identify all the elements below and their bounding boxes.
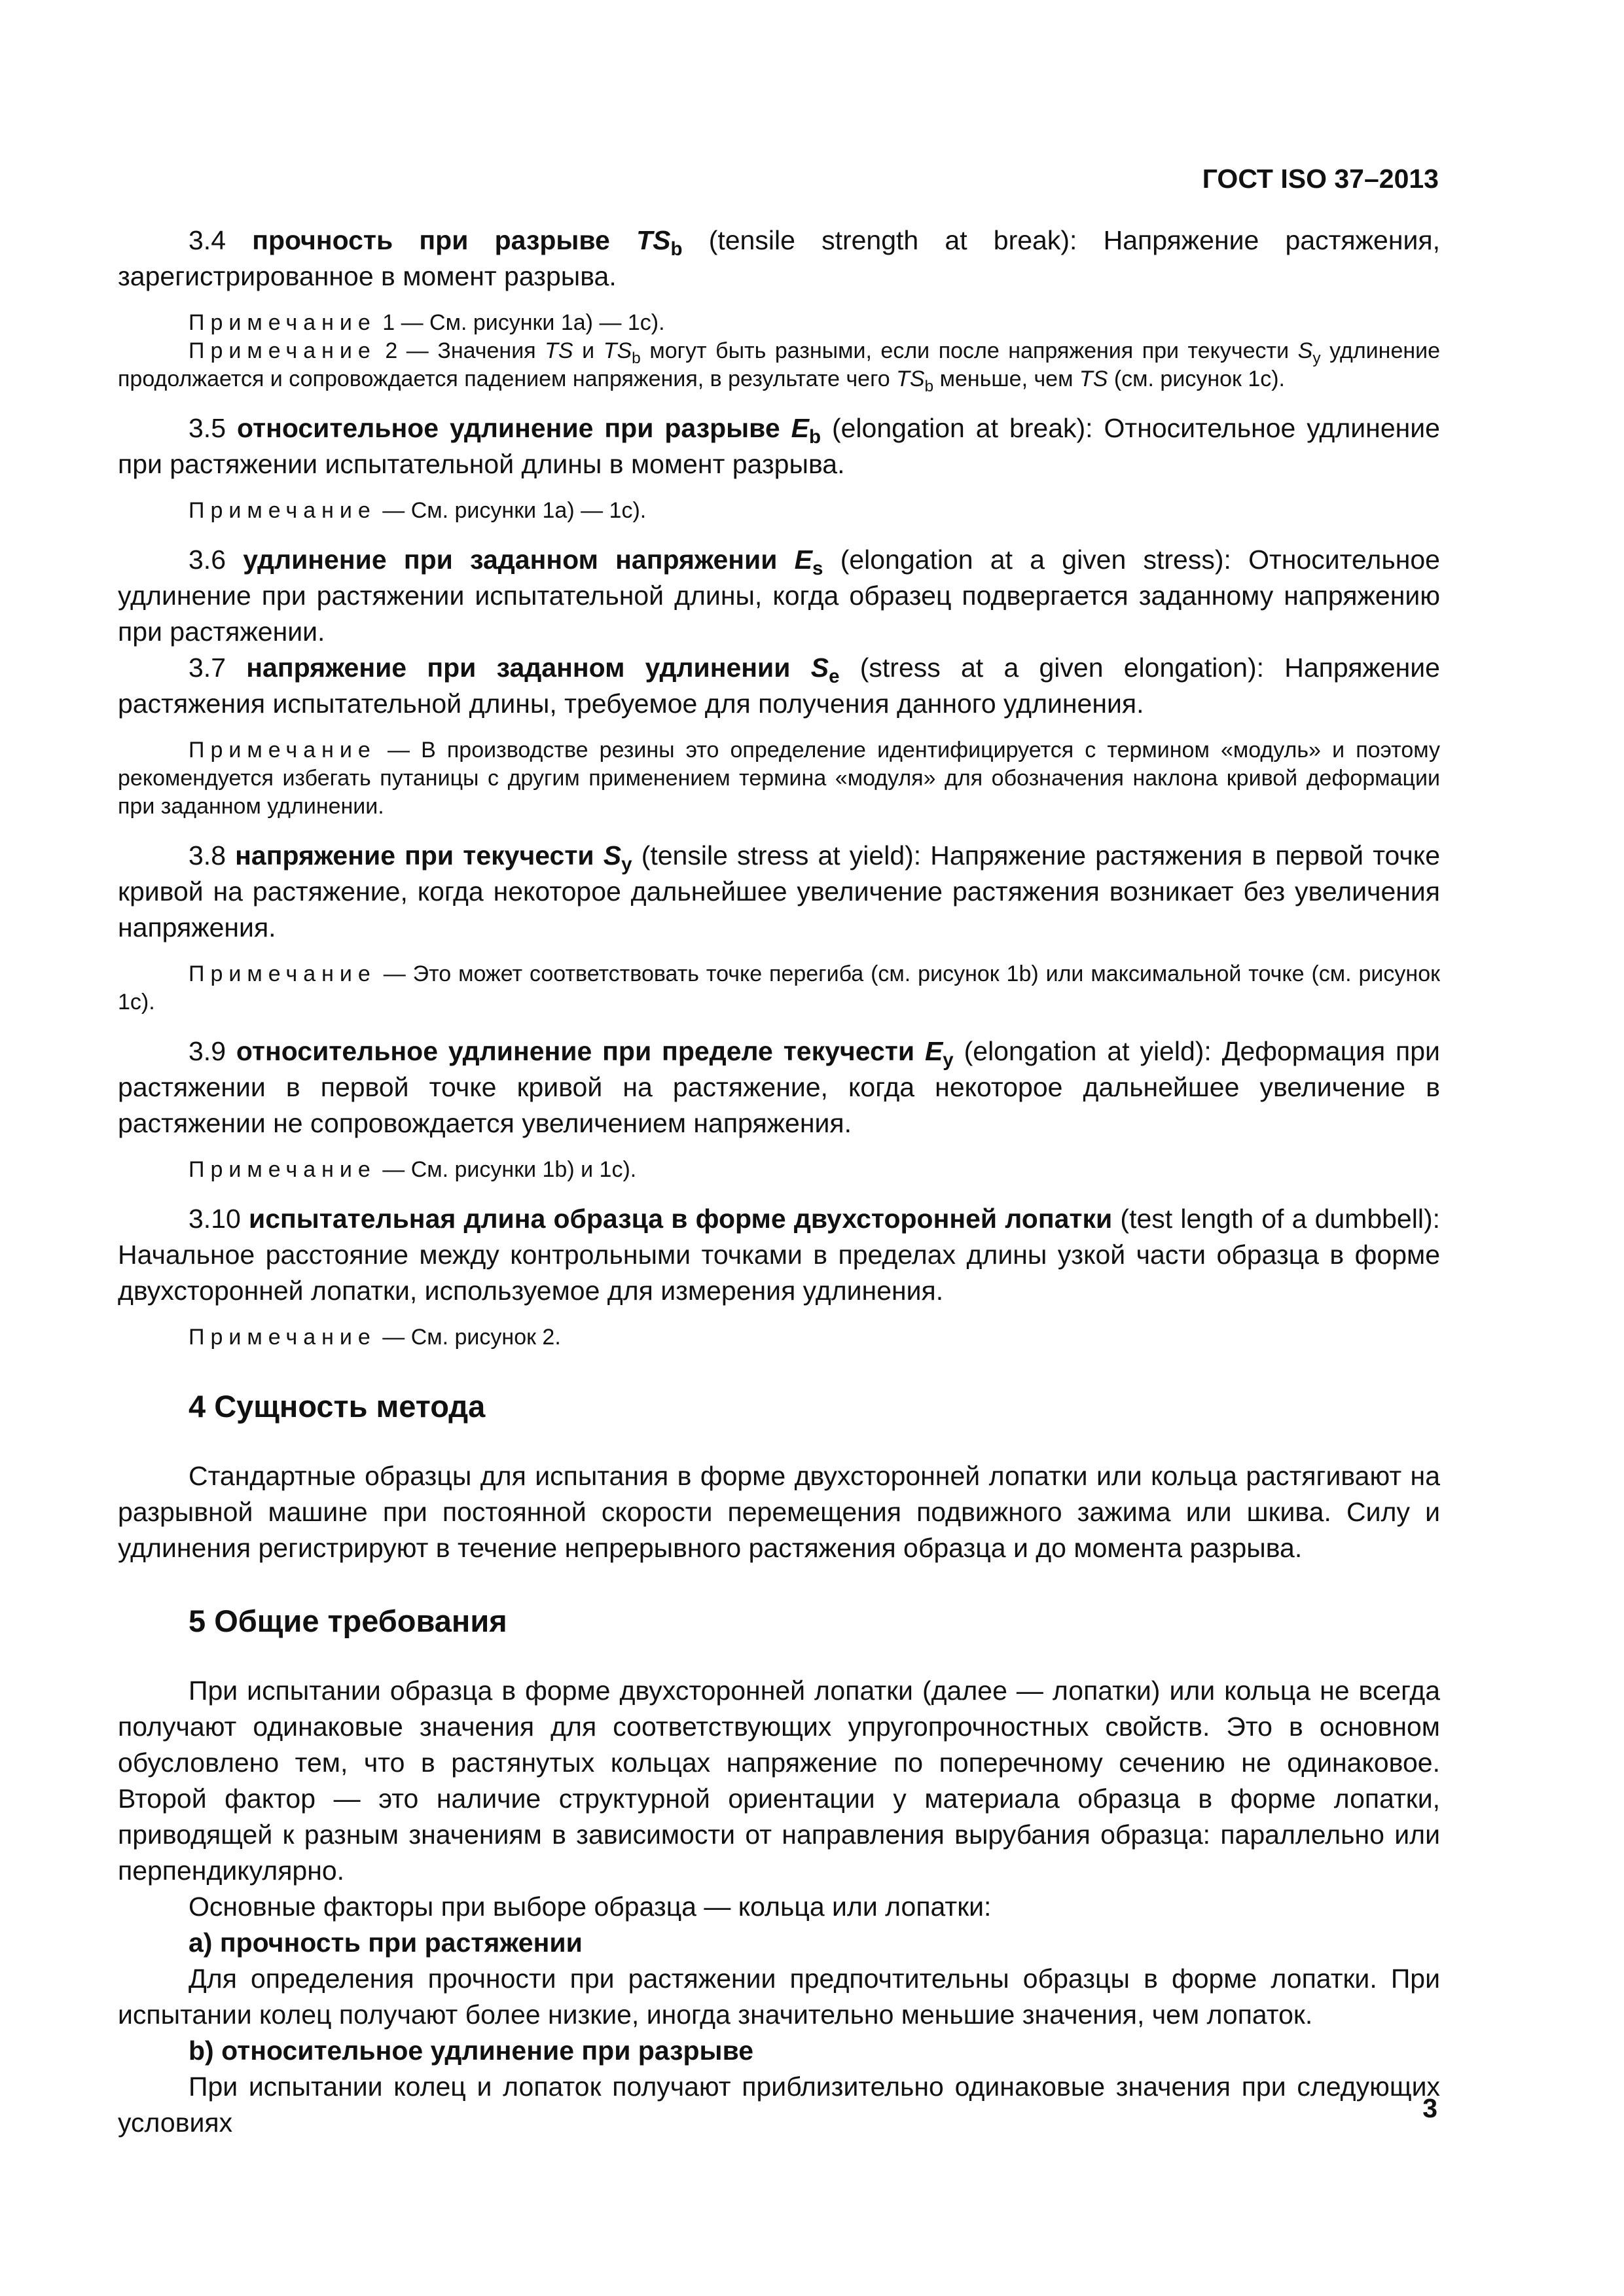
note-3-7 (118, 736, 1440, 821)
term-symbol-subscript: b (808, 426, 821, 448)
symbol: TS (603, 338, 632, 363)
term-definition: (tensile stress at yield): Напряжение растяжения в первой точке кривой на растяжение, когда некоторое дальнейшее увеличение растяжения возникает без увеличения напряжения. (118, 840, 1440, 942)
symbol: S (1297, 338, 1313, 363)
note-text: — См. рисунки 1b) и 1c). (382, 1157, 637, 1182)
note-text: 2 — Значения (385, 338, 536, 363)
section-5-item-a-text: Для определения прочности при растяжении предпочтительны образцы в форме лопатки. При испытании колец получают более низкие, иногда значительно меньшие значения, чем лопаток. (118, 1964, 1440, 2030)
note-3-4-2 (118, 337, 1440, 393)
term-3-7 (118, 650, 1440, 722)
note-3-10 (118, 1323, 1440, 1352)
section-5-item-b-text: При испытании колец и лопаток получают приблизительно одинаковые значения при следующих условиях (118, 2072, 1440, 2138)
item-heading: b) относительное удлинение при разрыве (189, 2036, 754, 2066)
section-5-heading: 5 Общие требования (189, 1604, 507, 1638)
note-text: (см. рисунок 1c). (1113, 367, 1286, 391)
term-number: 3.6 (189, 545, 226, 575)
term-3-4 (118, 223, 1440, 295)
term-symbol: S (810, 653, 829, 683)
term-number: 3.4 (189, 225, 226, 255)
note-text: могут быть разными, если после напряжения при текучести (649, 338, 1290, 363)
term-name: напряжение при заданном удлинении (246, 653, 791, 683)
term-3-6 (118, 542, 1440, 650)
note-text: — В производстве резины это определение идентифицируется с термином «модуль» и поэтому рекомендуется избегать путаницы с другим применением термина «модуля» для обозначения наклона кривой деформации при заданном удлинении. (118, 738, 1440, 819)
symbol-subscript: y (1312, 349, 1321, 367)
term-3-5 (118, 410, 1440, 482)
note-label: Примечание (189, 498, 376, 523)
term-symbol: TS (636, 225, 671, 255)
term-definition: (stress at a given elongation): Напряжение растяжения испытательной длины, требуемое для получения данного удлинения. (118, 653, 1440, 719)
term-symbol: E (794, 545, 813, 575)
term-3-8 (118, 838, 1440, 946)
note-text: удлинение продолжается и сопровождается падением напряжения, в результате чего (118, 338, 1441, 391)
section-5-paragraph-2: Основные факторы при выборе образца — кольца или лопатки: (189, 1892, 992, 1922)
term-name: напряжение при текучести (235, 840, 594, 870)
note-3-9 (118, 1156, 1440, 1184)
term-3-9 (118, 1033, 1440, 1141)
note-3-5 (118, 497, 1440, 525)
symbol-subscript: b (632, 349, 641, 367)
term-name: относительное удлинение при пределе текучести (236, 1036, 915, 1066)
note-text: 1 — См. рисунки 1a) — 1c). (382, 310, 665, 335)
term-symbol: E (924, 1036, 943, 1066)
term-number: 3.7 (189, 653, 226, 683)
section-5-item-a-heading (118, 1925, 1440, 1961)
term-number: 3.5 (189, 413, 226, 443)
note-label: Примечание (189, 1157, 376, 1182)
section-5-paragraph-1: При испытании образца в форме двухсторонней лопатки (далее — лопатки) или кольца не всегда получают одинаковые значения для соответствующих упругопрочностных свойств. Это в основном обусловлено тем, что в растянутых кольцах напряжение по поперечному сечению не одинаковое. Второй фактор — это наличие структурной ориентации у материала образца в форме лопатки, приводящей к разным значениям в зависимости от направления вырубания образца: параллельно или перпендикулярно. (118, 1676, 1440, 1886)
note-label: Примечание (189, 961, 376, 986)
symbol: TS (545, 338, 573, 363)
note-label: Примечание (189, 738, 376, 762)
note-label: Примечание (189, 338, 376, 363)
term-symbol-subscript: b (670, 238, 683, 260)
note-text: — См. рисунки 1a) — 1c). (382, 498, 647, 523)
note-3-4-1 (118, 309, 1440, 337)
term-name: испытательная длина образца в форме двухсторонней лопатки (249, 1204, 1113, 1234)
note-text: — См. рисунок 2. (382, 1325, 561, 1350)
section-4-text: Стандартные образцы для испытания в форме двухсторонней лопатки или кольца растягивают на разрывной машине при постоянной скорости перемещения подвижного зажима или шкива. Силу и удлинения регистрируют в течение непрерывного растяжения образца и до момента разрыва. (118, 1461, 1440, 1563)
term-definition: (elongation at break): Относительное удлинение при растяжении испытательной длины в момент разрыва. (118, 413, 1440, 479)
term-number: 3.10 (189, 1204, 241, 1234)
term-symbol-subscript: e (829, 666, 840, 688)
term-definition: (test length of a dumbbell): Начальное расстояние между контрольными точками в пределах длины узкой части образца в форме двухсторонней лопатки, используемое для измерения удлинения. (118, 1204, 1440, 1306)
term-symbol: E (791, 413, 809, 443)
term-name: относительное удлинение при разрыве (236, 413, 780, 443)
section-5-item-b-heading (118, 2033, 1440, 2069)
symbol: TS (896, 367, 925, 391)
term-name: прочность при разрыве (252, 225, 610, 255)
term-number: 3.8 (189, 840, 226, 870)
note-3-8 (118, 960, 1440, 1016)
term-definition: (elongation at a given stress): Относительное удлинение при растяжении испытательной длины, когда образец подвергается заданному напряжению при растяжении. (118, 545, 1440, 647)
term-name: удлинение при заданном напряжении (243, 545, 778, 575)
note-label: Примечание (189, 1325, 376, 1350)
note-text: меньше, чем (939, 367, 1074, 391)
note-text: и (582, 338, 595, 363)
page-number: 3 (1422, 2093, 1437, 2123)
item-heading: a) прочность при растяжении (189, 1928, 583, 1958)
note-label: Примечание (189, 310, 376, 335)
term-3-10 (118, 1201, 1440, 1309)
term-symbol-subscript: y (621, 853, 632, 876)
note-text: — Это может соответствовать точке перегиба (см. рисунок 1b) или максимальной точке (см. рисунок 1c). (118, 961, 1440, 1014)
term-number: 3.9 (189, 1036, 226, 1066)
symbol-subscript: b (924, 377, 934, 395)
document-code: ГОСТ ISO 37–2013 (1202, 164, 1439, 194)
term-definition: (tensile strength at break): Напряжение растяжения, зарегистрированное в момент разрыва. (118, 225, 1440, 291)
term-symbol-subscript: y (943, 1049, 954, 1071)
term-definition: (elongation at yield): Деформация при растяжении в первой точке кривой на растяжение, когда некоторое дальнейшее увеличение в растяжении не сопровождается увеличением напряжения. (118, 1036, 1440, 1138)
page-content (118, 223, 1440, 2141)
section-4-heading: 4 Сущность метода (189, 1389, 486, 1424)
symbol: TS (1079, 367, 1108, 391)
term-symbol-subscript: s (812, 558, 823, 580)
term-symbol: S (603, 840, 622, 870)
